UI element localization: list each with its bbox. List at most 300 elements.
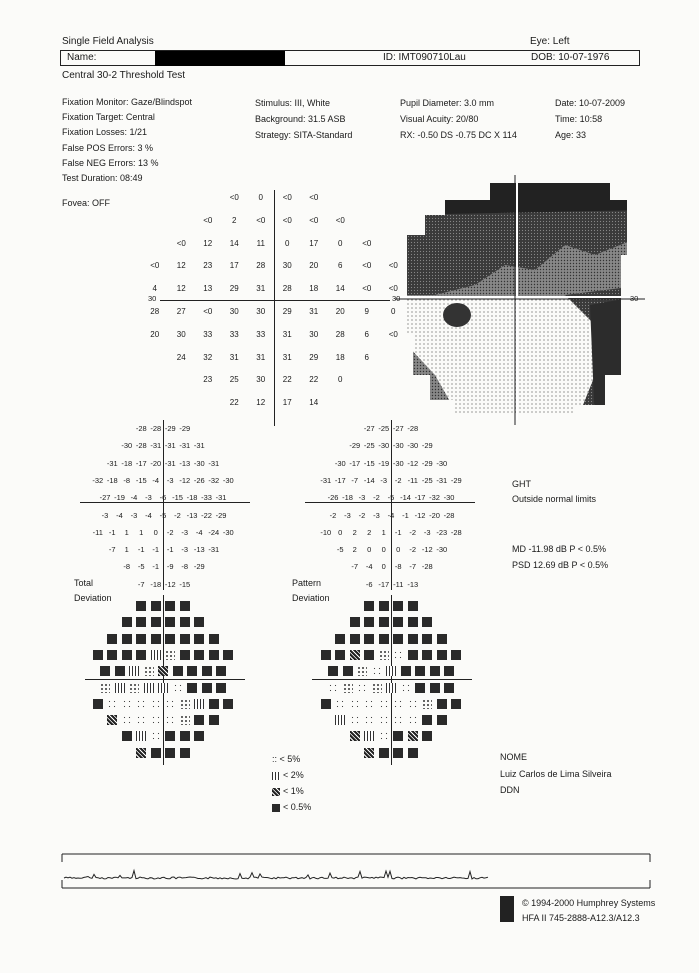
pattern-deviation-cell: -28: [407, 424, 419, 433]
threshold-cell: 20: [335, 307, 345, 316]
threshold-cell: 17: [309, 238, 319, 248]
threshold-cell: <0: [362, 238, 372, 248]
strategy: Strategy: SITA-Standard: [255, 130, 353, 140]
name-label: Name:: [67, 52, 97, 63]
total-deviation-cell: -29: [179, 424, 191, 433]
total-deviation-cell: -7: [137, 579, 145, 589]
pattern-deviation-cell: -11: [393, 579, 404, 589]
date-of-birth: DOB: 10-07-1976: [531, 52, 610, 63]
total-deviation-cell: -18: [121, 458, 133, 468]
pattern-deviation-cell: -27: [363, 424, 375, 433]
psd-index: PSD 12.69 dB P < 0.5%: [512, 560, 609, 570]
total-deviation-cell: -1: [166, 545, 174, 555]
total-deviation-cell: -31: [208, 458, 220, 468]
pattern-deviation-symbol: [437, 699, 447, 709]
total-deviation-cell: -20: [150, 458, 162, 468]
total-deviation-cell: -31: [106, 458, 118, 468]
pattern-deviation-symbol: [422, 715, 432, 725]
pattern-deviation-symbol: [357, 683, 367, 693]
pattern-deviation-subtitle: Deviation: [292, 593, 330, 603]
threshold-cell: 33: [203, 329, 213, 339]
pattern-deviation-cell: -30: [392, 441, 404, 451]
pattern-deviation-cell: -32: [429, 493, 440, 503]
background: Background: 31.5 ASB: [255, 114, 346, 124]
pattern-deviation-cell: -20: [429, 510, 440, 520]
pattern-deviation-symbol: [422, 731, 432, 741]
test-time: Time: 10:58: [555, 114, 603, 124]
rx: RX: -0.50 DS -0.75 DC X 114: [400, 130, 517, 140]
pattern-deviation-symbol: [422, 650, 432, 660]
pattern-deviation-cell: -12: [414, 510, 426, 520]
threshold-cell: <0: [229, 193, 239, 202]
pattern-deviation-cell: -3: [344, 510, 351, 520]
total-deviation-cell: -30: [222, 527, 234, 537]
pattern-deviation-symbol: [379, 699, 389, 709]
pattern-deviation-symbol: [372, 683, 382, 693]
copyright: © 1994-2000 Humphrey Systems: [522, 898, 656, 908]
pattern-deviation-symbol: [379, 748, 389, 758]
threshold-cell: 11: [256, 238, 265, 248]
pattern-deviation-symbol: [321, 699, 331, 709]
threshold-cell: 9: [364, 307, 369, 316]
total-deviation-cell: 0: [153, 527, 158, 537]
total-deviation-cell: -5: [137, 562, 145, 572]
pattern-deviation-cell: 0: [338, 527, 343, 537]
pattern-deviation-cell: -30: [407, 441, 419, 451]
threshold-cell: 25: [229, 375, 239, 385]
threshold-cell: 20: [150, 329, 160, 339]
threshold-cell: 31: [256, 352, 266, 362]
threshold-cell: 0: [391, 307, 396, 316]
pattern-deviation-cell: -23: [436, 527, 448, 537]
threshold-cell: 12: [203, 238, 213, 248]
threshold-cell: <0: [309, 193, 319, 202]
pattern-deviation-cell: -13: [407, 579, 419, 589]
pattern-deviation-cell: -30: [436, 545, 448, 555]
pattern-deviation-cell: -25: [378, 424, 390, 433]
pattern-deviation-cell: 2: [367, 527, 372, 537]
threshold-axis-label-left: 30: [148, 294, 157, 303]
pattern-deviation-cell: -1: [402, 510, 409, 520]
pattern-deviation-symbol: [451, 699, 461, 709]
total-deviation-cell: -31: [215, 493, 227, 503]
total-deviation-cell: -8: [123, 475, 131, 485]
total-deviation-cell: -13: [179, 458, 191, 468]
legend-5pct: :: < 5%: [272, 754, 301, 764]
threshold-cell: 29: [229, 284, 239, 294]
threshold-cell: 14: [335, 284, 345, 294]
test-name: Central 30-2 Threshold Test: [62, 70, 186, 81]
pattern-deviation-cell: 2: [352, 527, 357, 537]
total-deviation-cell: -1: [108, 527, 116, 537]
threshold-cell: 30: [256, 375, 266, 385]
pattern-deviation-cell: -2: [329, 510, 337, 520]
threshold-cell: 29: [309, 352, 319, 362]
threshold-cell: 14: [229, 238, 239, 248]
legend-1pct-icon: [272, 788, 280, 796]
pattern-deviation-symbol: [335, 650, 345, 660]
total-deviation-cell: -9: [166, 562, 174, 572]
total-deviation-cell: -6: [159, 493, 167, 503]
pattern-deviation-cell: -7: [409, 562, 417, 572]
pattern-deviation-symbol: [408, 601, 418, 611]
pattern-deviation-symbol: [444, 683, 454, 693]
pattern-deviation-symbol: [430, 666, 440, 676]
threshold-cell: 28: [256, 261, 266, 271]
total-deviation-cell: -4: [116, 510, 123, 520]
pattern-deviation-symbol: [408, 731, 418, 741]
threshold-cell: <0: [203, 307, 213, 316]
pattern-deviation-cell: -4: [365, 562, 373, 572]
threshold-cell: 30: [309, 329, 319, 339]
total-deviation-cell: -31: [150, 441, 162, 451]
threshold-cell: 22: [229, 398, 239, 408]
threshold-cell: 33: [229, 329, 239, 339]
ght-value: Outside normal limits: [512, 494, 597, 504]
pattern-deviation-symbol: [364, 601, 374, 611]
pattern-deviation-cell: -26: [327, 493, 339, 503]
legend-05pct: < 0.5%: [283, 802, 312, 812]
pattern-deviation-cell: -5: [336, 545, 344, 555]
threshold-cell: 4: [152, 284, 157, 294]
total-deviation-cell: -30: [121, 441, 133, 451]
total-deviation-cell: -26: [193, 475, 205, 485]
pattern-deviation-cell: -3: [373, 510, 380, 520]
pattern-deviation-symbol: [364, 699, 374, 709]
total-deviation-cell: -28: [135, 424, 147, 433]
total-deviation-cell: -4: [145, 510, 152, 520]
pattern-deviation-symbol: [408, 617, 418, 627]
threshold-cell: <0: [203, 215, 213, 225]
fixation-losses: Fixation Losses: 1/21: [62, 127, 148, 138]
pattern-deviation-cell: -28: [443, 510, 455, 520]
total-deviation-cell: -33: [201, 493, 212, 503]
pattern-deviation-cell: -17: [349, 458, 361, 468]
pattern-deviation-symbol: [364, 715, 374, 725]
total-deviation-cell: -3: [166, 475, 174, 485]
threshold-cell: 31: [282, 329, 292, 339]
pd-sym-horizontal-axis: [312, 679, 472, 680]
total-deviation-cell: -4: [152, 475, 160, 485]
pattern-deviation-cell: 0: [367, 545, 372, 555]
pattern-deviation-symbol: [393, 699, 403, 709]
total-deviation-cell: -3: [181, 527, 189, 537]
total-deviation-cell: -28: [135, 441, 147, 451]
stimulus: Stimulus: III, White: [255, 98, 331, 108]
pattern-deviation-symbol: [350, 715, 360, 725]
total-deviation-cell: -2: [166, 527, 174, 537]
pattern-deviation-cell: -12: [407, 458, 419, 468]
pattern-deviation-symbol: [408, 650, 418, 660]
threshold-cell: 12: [176, 284, 186, 294]
ght-label: GHT: [512, 479, 531, 489]
pattern-deviation-symbol: [343, 683, 353, 693]
pattern-deviation-symbol: [364, 748, 374, 758]
pattern-deviation-symbol: [364, 634, 374, 644]
pattern-deviation-symbol: [401, 683, 411, 693]
pattern-deviation-cell: -11: [407, 475, 418, 485]
pattern-deviation-cell: -30: [436, 458, 448, 468]
threshold-cell: 0: [285, 238, 290, 248]
threshold-cell: 30: [229, 307, 239, 316]
pattern-deviation-cell: -3: [358, 493, 366, 503]
threshold-cell: 23: [203, 375, 213, 385]
threshold-cell: <0: [256, 215, 266, 225]
total-deviation-cell: -1: [137, 545, 145, 555]
pattern-deviation-cell: -2: [394, 475, 402, 485]
annotation-ddn: DDN: [500, 785, 520, 795]
pattern-deviation-cell: -17: [334, 475, 346, 485]
pattern-deviation-cell: -2: [373, 493, 380, 503]
total-deviation-cell: -15: [135, 475, 147, 485]
total-deviation-cell: -30: [193, 458, 205, 468]
pattern-deviation-cell: -2: [409, 545, 417, 555]
pattern-deviation-cell: 0: [396, 545, 401, 555]
threshold-cell: <0: [150, 261, 160, 271]
threshold-cell: 30: [176, 329, 186, 339]
pattern-deviation-symbol: [328, 666, 338, 676]
pattern-deviation-symbol: [437, 650, 447, 660]
total-deviation-title: Total: [74, 578, 94, 588]
md-index: MD -11.98 dB P < 0.5%: [512, 544, 606, 554]
pattern-deviation-symbol: [350, 634, 360, 644]
total-deviation-cell: -31: [164, 458, 176, 468]
total-deviation-cell: -1: [152, 545, 160, 555]
pattern-deviation-cell: -29: [421, 441, 433, 451]
threshold-cell: 31: [282, 352, 292, 362]
threshold-cell: 32: [203, 352, 213, 362]
pattern-deviation-symbol: [408, 748, 418, 758]
pattern-deviation-symbol: [328, 683, 338, 693]
pattern-deviation-symbol: [386, 666, 396, 676]
visual-acuity: Visual Acuity: 20/80: [400, 114, 479, 124]
pattern-deviation-symbol: [379, 617, 389, 627]
eye-label: Eye: Left: [530, 36, 570, 47]
pattern-deviation-cell: -3: [423, 527, 431, 537]
threshold-cell: <0: [362, 261, 372, 271]
total-deviation-cell: -3: [145, 493, 152, 503]
pattern-deviation-symbol: [364, 650, 374, 660]
threshold-cell: 33: [256, 329, 266, 339]
pattern-deviation-cell: -30: [392, 458, 404, 468]
total-deviation-cell: -27: [99, 493, 111, 503]
pattern-deviation-symbol: [379, 731, 389, 741]
threshold-cell: 29: [282, 307, 292, 316]
threshold-cell: 12: [176, 261, 186, 271]
threshold-cell: 23: [203, 261, 213, 271]
total-deviation-cell: -19: [114, 493, 125, 503]
pattern-deviation-cell: -31: [320, 475, 332, 485]
total-deviation-cell: -13: [186, 510, 198, 520]
pattern-deviation-symbol: [335, 715, 345, 725]
pattern-deviation-cell: -31: [436, 475, 448, 485]
total-deviation-cell: -29: [164, 424, 176, 433]
legend-2pct-icon: [272, 772, 280, 780]
total-deviation-cell: -5: [159, 510, 167, 520]
pattern-deviation-cell: -2: [409, 527, 417, 537]
threshold-cell: 28: [335, 329, 345, 339]
pattern-deviation-symbol: [415, 666, 425, 676]
pattern-deviation-cell: -25: [363, 441, 375, 451]
threshold-cell: 14: [309, 398, 319, 408]
pattern-deviation-cell: -28: [450, 527, 462, 537]
total-deviation-cell: -3: [181, 545, 189, 555]
total-deviation-cell: -17: [135, 458, 147, 468]
pattern-deviation-cell: 0: [381, 545, 386, 555]
pupil-diameter: Pupil Diameter: 3.0 mm: [400, 98, 495, 108]
pattern-deviation-cell: -1: [394, 527, 402, 537]
threshold-cell: 12: [256, 398, 266, 408]
threshold-cell: 22: [282, 375, 292, 385]
gaze-tracking-strip: [60, 850, 652, 895]
pattern-deviation-cell: -28: [421, 562, 433, 572]
total-deviation-cell: -32: [208, 475, 220, 485]
grayscale-axis-label: 30: [630, 294, 639, 303]
pattern-deviation-cell: -29: [421, 458, 433, 468]
threshold-cell: <0: [282, 193, 292, 202]
total-deviation-cell: -29: [193, 562, 205, 572]
threshold-cell: <0: [282, 215, 292, 225]
pattern-deviation-symbol: [422, 617, 432, 627]
annotation-name: Luiz Carlos de Lima Silveira: [500, 769, 612, 779]
pattern-deviation-symbol: [364, 731, 374, 741]
threshold-cell: 28: [282, 284, 292, 294]
pattern-deviation-symbol: [393, 650, 403, 660]
pattern-deviation-cell: -30: [334, 458, 346, 468]
pattern-deviation-symbol: [379, 601, 389, 611]
pattern-deviation-cell: -5: [387, 493, 395, 503]
total-deviation-cell: -24: [208, 527, 220, 537]
total-deviation-cell: -1: [152, 562, 160, 572]
threshold-cell: 6: [364, 352, 369, 362]
patient-id: ID: IMT090710Lau: [383, 52, 466, 63]
false-pos-errors: False POS Errors: 3 %: [62, 142, 154, 153]
threshold-cell: 6: [364, 329, 369, 339]
pattern-deviation-cell: -18: [342, 493, 353, 503]
threshold-cell: 24: [176, 352, 186, 362]
pattern-deviation-symbol: [393, 601, 403, 611]
pattern-deviation-symbol: [372, 666, 382, 676]
pattern-deviation-cell: -4: [387, 510, 395, 520]
pattern-deviation-cell: -30: [378, 441, 390, 451]
pattern-deviation-cell: -7: [351, 562, 359, 572]
pattern-deviation-symbol: [408, 699, 418, 709]
total-deviation-cell: -11: [92, 527, 103, 537]
pattern-deviation-symbol: [379, 634, 389, 644]
legend-1pct: < 1%: [283, 786, 304, 796]
threshold-cell: 6: [338, 261, 343, 271]
pattern-deviation-symbol: [350, 617, 360, 627]
threshold-cell: 31: [229, 352, 239, 362]
threshold-axis-label-right: 30: [392, 294, 401, 303]
pattern-deviation-symbol: [364, 617, 374, 627]
pattern-deviation-cell: -10: [320, 527, 332, 537]
threshold-cell: 28: [150, 307, 160, 316]
pattern-deviation-symbol: [393, 715, 403, 725]
threshold-cell: 17: [229, 261, 239, 271]
threshold-cell: 22: [309, 375, 319, 385]
threshold-cell: 31: [256, 284, 266, 294]
total-deviation-cell: -8: [181, 562, 189, 572]
fovea: Fovea: OFF: [62, 198, 111, 208]
threshold-cell: <0: [362, 284, 372, 294]
threshold-cell: 18: [335, 352, 345, 362]
threshold-cell: 2: [232, 215, 237, 225]
threshold-cell: <0: [309, 215, 319, 225]
pattern-deviation-cell: -19: [378, 458, 390, 468]
threshold-cell: <0: [388, 261, 398, 271]
pattern-deviation-cell: -6: [365, 579, 373, 589]
total-deviation-cell: -18: [106, 475, 118, 485]
pattern-deviation-cell: -3: [380, 475, 388, 485]
total-deviation-cell: -30: [222, 475, 234, 485]
total-deviation-subtitle: Deviation: [74, 593, 112, 603]
annotation-nome: NOME: [500, 752, 527, 762]
pattern-deviation-symbol: [379, 715, 389, 725]
threshold-cell: 0: [338, 238, 343, 248]
pattern-deviation-cell: 1: [381, 527, 386, 537]
pattern-deviation-title: Pattern: [292, 578, 322, 588]
threshold-cell: 18: [309, 284, 319, 294]
threshold-cell: 31: [309, 307, 319, 316]
pattern-deviation-cell: 0: [381, 562, 386, 572]
total-deviation-cell: -12: [164, 579, 176, 589]
pattern-deviation-cell: -7: [351, 475, 359, 485]
pattern-deviation-symbol: [335, 634, 345, 644]
total-deviation-cell: -8: [123, 562, 131, 572]
legend-2pct: < 2%: [283, 770, 304, 780]
fixation-monitor: Fixation Monitor: Gaze/Blindspot: [62, 97, 193, 107]
total-deviation-cell: 1: [124, 527, 129, 537]
pattern-deviation-symbol: [437, 715, 447, 725]
pattern-deviation-cell: -25: [421, 475, 433, 485]
pattern-deviation-symbol: [350, 650, 360, 660]
pattern-deviation-cell: -12: [421, 545, 433, 555]
total-deviation-cell: -22: [201, 510, 212, 520]
pattern-deviation-cell: 2: [352, 545, 357, 555]
threshold-cell: <0: [388, 329, 398, 339]
pattern-deviation-cell: -17: [378, 579, 390, 589]
pattern-deviation-symbol: [379, 650, 389, 660]
total-deviation-cell: -15: [179, 579, 191, 589]
threshold-cell: <0: [335, 215, 345, 225]
report-title: Single Field Analysis: [62, 36, 154, 47]
total-deviation-cell: -4: [130, 493, 138, 503]
total-deviation-cell: -31: [193, 441, 205, 451]
pattern-deviation-symbol: [343, 666, 353, 676]
total-deviation-cell: -12: [179, 475, 191, 485]
total-deviation-cell: -7: [108, 545, 116, 555]
pattern-deviation-symbol: [350, 731, 360, 741]
pd-sym-vertical-axis: [391, 595, 392, 765]
fixation-target: Fixation Target: Central: [62, 112, 155, 123]
test-duration: Test Duration: 08:49: [62, 173, 143, 184]
pattern-deviation-symbol: [393, 617, 403, 627]
pattern-deviation-symbol: [408, 715, 418, 725]
pattern-deviation-cell: -29: [450, 475, 462, 485]
total-deviation-cell: -31: [208, 545, 220, 555]
total-deviation-cell: -3: [130, 510, 138, 520]
threshold-cell: 27: [176, 307, 186, 316]
threshold-cell: <0: [176, 238, 186, 248]
threshold-cell: 0: [338, 375, 343, 385]
pattern-deviation-symbol: [444, 666, 454, 676]
age: Age: 33: [555, 130, 587, 140]
pattern-deviation-cell: -14: [363, 475, 375, 485]
pattern-deviation-cell: -2: [358, 510, 366, 520]
total-deviation-cell: 1: [139, 527, 144, 537]
pattern-deviation-symbol: [393, 748, 403, 758]
